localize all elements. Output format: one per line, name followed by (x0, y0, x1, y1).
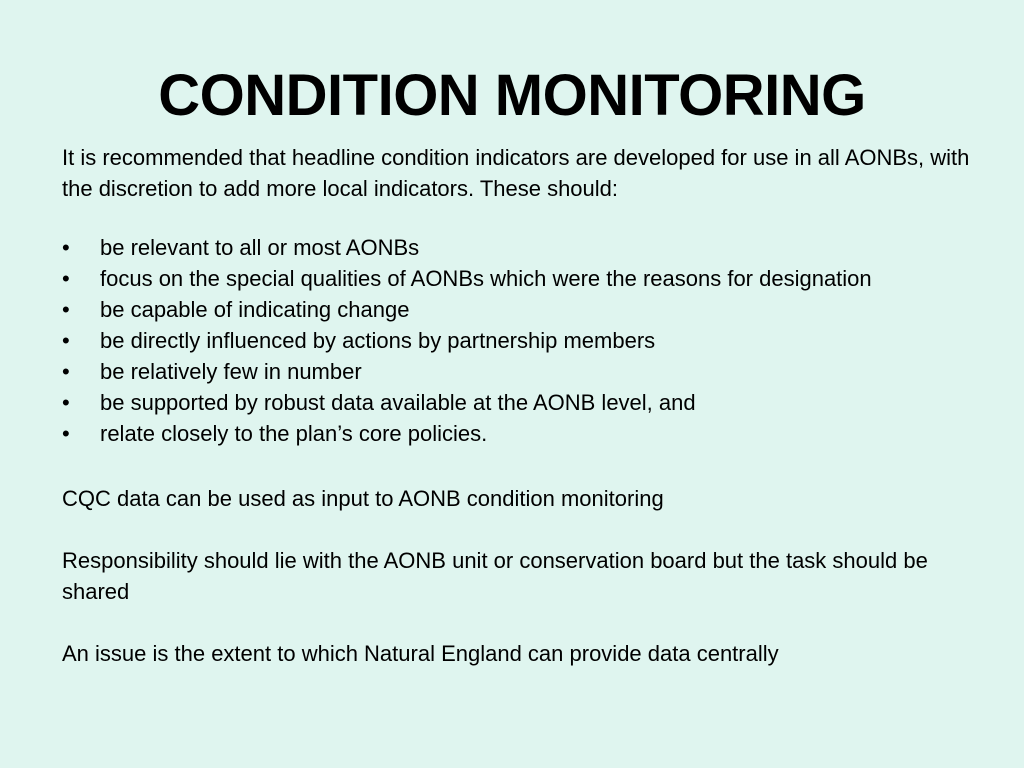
list-item-text: be directly influenced by actions by partnership members (100, 328, 656, 353)
list-item-text: focus on the special qualities of AONBs which were the reasons for designation (100, 266, 872, 291)
list-item (62, 328, 972, 353)
cqc-paragraph: CQC data can be used as input to AONB condition monitoring (62, 486, 664, 511)
spacer (62, 607, 972, 638)
list-item-text: be relatively few in number (100, 359, 362, 384)
indicator-criteria-list (62, 235, 972, 446)
list-item-text: be capable of indicating change (100, 297, 410, 322)
bullet-icon: • (62, 297, 70, 322)
responsibility-paragraph: Responsibility should lie with the AONB unit or conservation board but the task should be shared (62, 548, 928, 604)
list-item-text: be relevant to all or most AONBs (100, 235, 420, 260)
list-item (62, 266, 972, 291)
intro-paragraph: It is recommended that headline condition indicators are developed for use in all AONBs, with the discretion to add more local indicators. These should: (62, 145, 970, 201)
spacer (62, 204, 972, 235)
spacer (62, 514, 972, 545)
bullet-icon: • (62, 421, 70, 446)
spacer (62, 452, 972, 483)
issue-paragraph: An issue is the extent to which Natural England can provide data centrally (62, 641, 779, 666)
list-item (62, 421, 972, 446)
bullet-icon: • (62, 235, 70, 260)
list-item (62, 297, 972, 322)
list-item-text: relate closely to the plan’s core policies. (100, 421, 488, 446)
bullet-icon: • (62, 266, 70, 291)
list-item (62, 359, 972, 384)
list-item (62, 390, 972, 415)
bullet-icon: • (62, 390, 70, 415)
slide-body (62, 142, 972, 669)
bullet-icon: • (62, 328, 70, 353)
list-item (62, 235, 972, 260)
slide-title: CONDITION MONITORING (158, 63, 866, 128)
list-item-text: be supported by robust data available at the AONB level, and (100, 390, 696, 415)
bullet-icon: • (62, 359, 70, 384)
